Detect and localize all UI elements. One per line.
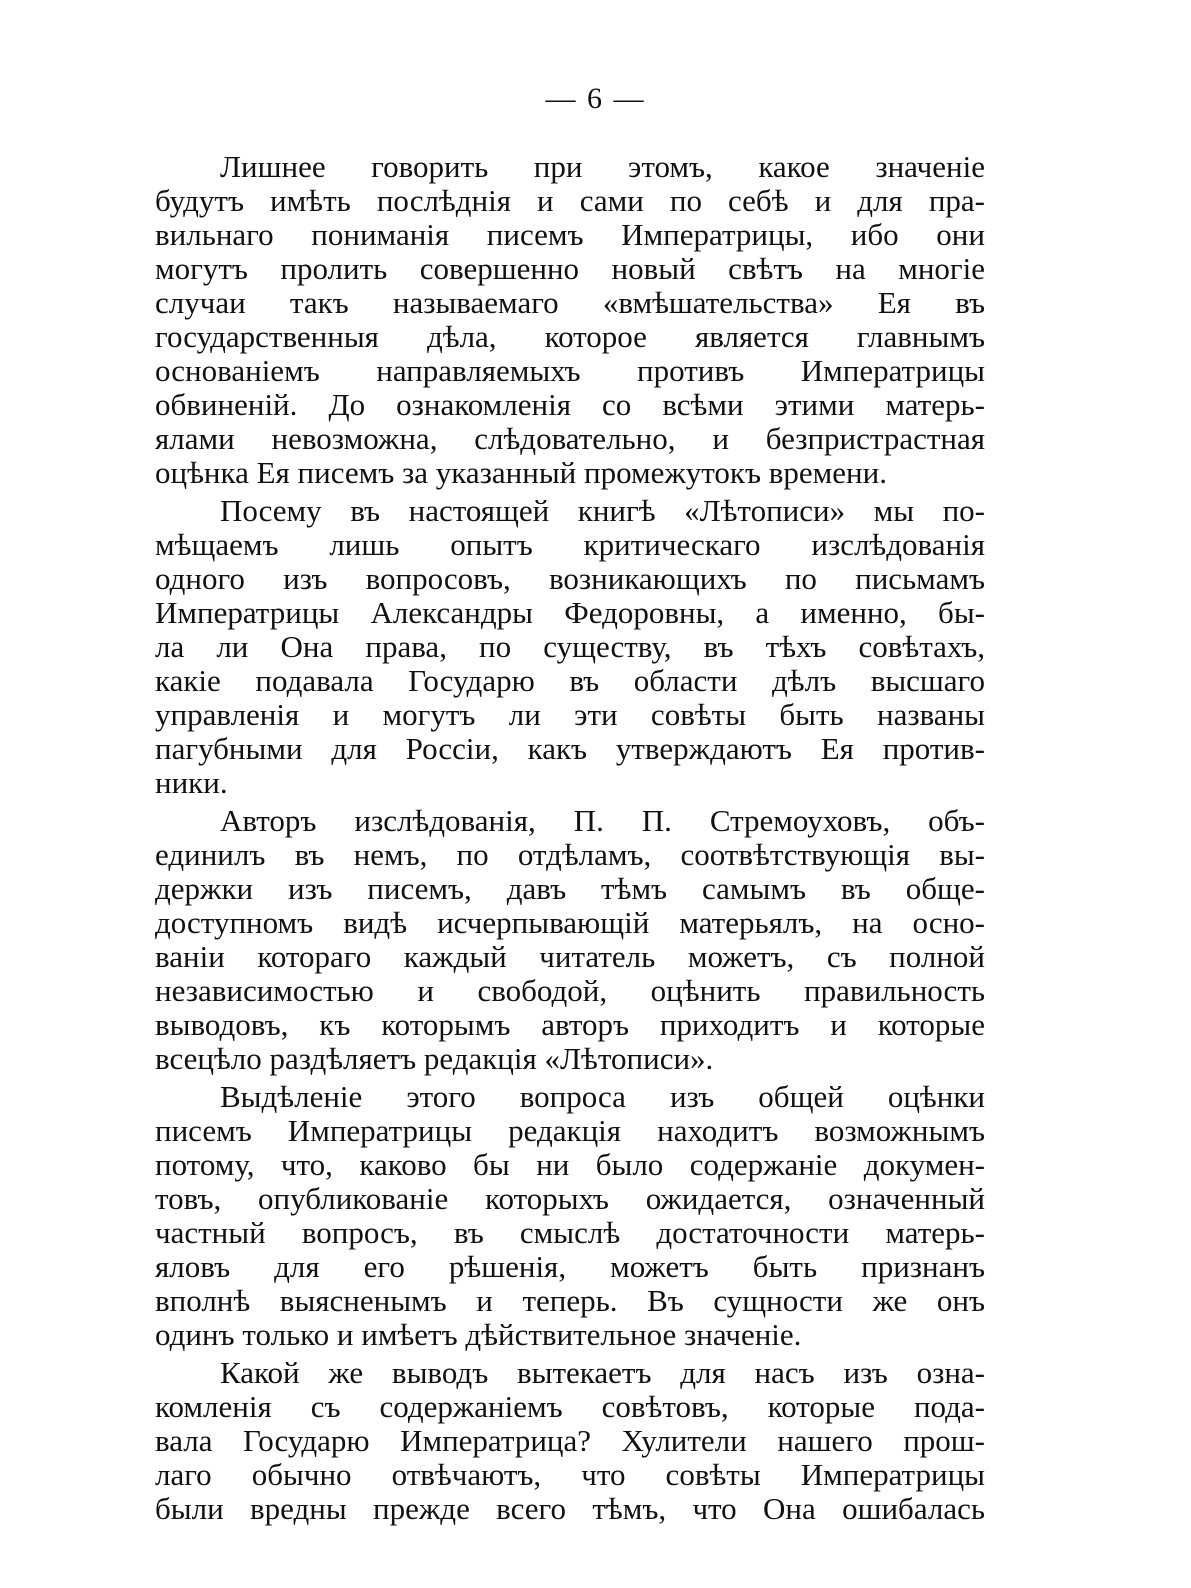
text-line: потому, что, каково бы ни было содержанiе докумен- — [155, 1147, 985, 1182]
text-line: писемъ Императрицы редакція находитъ возможнымъ — [155, 1113, 985, 1148]
text-line: государственныя дѣла, которое является главнымъ — [155, 319, 985, 354]
paragraph-3 — [155, 804, 985, 1076]
text-line: Императрицы Александры Федоровны, а именно, бы- — [155, 595, 985, 630]
text-line: будутъ имѣть послѣднія и сами по себѣ и для пра- — [155, 183, 985, 218]
text-line: ванiи котораго каждый читатель можетъ, съ полной — [155, 939, 985, 974]
text-line: Авторъ изслѣдованія, П. П. Стремоуховъ, объ- — [220, 803, 985, 838]
text-line: управленія и могутъ ли эти совѣты быть названы — [155, 697, 985, 732]
text-line: Посему въ настоящей книгѣ «Лѣтописи» мы по- — [220, 493, 985, 528]
paragraph-1 — [155, 150, 985, 490]
text-line: яловъ для его рѣшенія, можетъ быть признанъ — [155, 1249, 985, 1284]
text-line: доступномъ видѣ исчерпывающiй матерьялъ, на осно- — [155, 905, 985, 940]
text-line: мѣщаемъ лишь опытъ критическаго изслѣдованія — [155, 527, 985, 562]
text-line: вала Государю Императрица? Хулители нашего прош- — [155, 1423, 985, 1458]
text-line: одинъ только и имѣетъ дѣйствительное значенiе. — [155, 1317, 802, 1352]
text-line: вильнаго пониманія писемъ Императрицы, ибо они — [155, 217, 985, 252]
paragraph-4 — [155, 1080, 985, 1352]
text-line: оцѣнка Ея писемъ за указанный промежутокъ времени. — [155, 455, 887, 490]
text-line: вполнѣ выясненымъ и теперь. Въ сущности же онъ — [155, 1283, 985, 1318]
paragraph-2 — [155, 494, 985, 800]
body-text — [155, 150, 985, 1526]
text-line: случаи такъ называемаго «вмѣшательства» Ея въ — [155, 285, 985, 320]
text-line: частный вопросъ, въ смыслѣ достаточности матерь- — [155, 1215, 985, 1250]
text-line: обвиненiй. До ознакомленія со всѣми этими матерь- — [155, 387, 985, 422]
text-line: единилъ въ немъ, по отдѣламъ, соотвѣтствующія вы- — [155, 837, 985, 872]
text-line: были вредны прежде всего тѣмъ, что Она ошибалась — [155, 1491, 985, 1526]
text-line: какiе подавала Государю въ области дѣлъ высшаго — [155, 663, 985, 698]
page-number: — 6 — — [545, 82, 646, 115]
text-line: товъ, опубликованiе которыхъ ожидается, означенный — [155, 1181, 985, 1216]
text-line: Выдѣленiе этого вопроса изъ общей оцѣнки — [220, 1079, 985, 1114]
text-line: независимостью и свободой, оцѣнить правильность — [155, 973, 985, 1008]
text-line: держки изъ писемъ, давъ тѣмъ самымъ въ обще- — [155, 871, 985, 906]
text-line: комленія съ содержанiемъ совѣтовъ, которые пода- — [155, 1389, 985, 1424]
text-line: основанiемъ направляемыхъ противъ Императрицы — [155, 353, 985, 388]
text-line: ники. — [155, 765, 228, 800]
text-line: Лишнее говорить при этомъ, какое значенiе — [220, 149, 985, 184]
text-line: ла ли Она права, по существу, въ тѣхъ совѣтахъ, — [155, 629, 985, 664]
text-line: лаго обычно отвѣчаютъ, что совѣты Императрицы — [155, 1457, 985, 1492]
text-line: Какой же выводъ вытекаетъ для насъ изъ озна- — [220, 1355, 985, 1390]
text-line: могутъ пролить совершенно новый свѣтъ на многiе — [155, 251, 985, 286]
paragraph-5 — [155, 1356, 985, 1526]
text-line: всецѣло раздѣляетъ редакція «Лѣтописи». — [155, 1041, 714, 1076]
text-line: пагубными для Россiи, какъ утверждаютъ Ея против- — [155, 731, 985, 766]
text-line: выводовъ, къ которымъ авторъ приходитъ и которые — [155, 1007, 985, 1042]
text-line: одного изъ вопросовъ, возникающихъ по письмамъ — [155, 561, 985, 596]
text-line: ялами невозможна, слѣдовательно, и безпристрастная — [155, 421, 985, 456]
